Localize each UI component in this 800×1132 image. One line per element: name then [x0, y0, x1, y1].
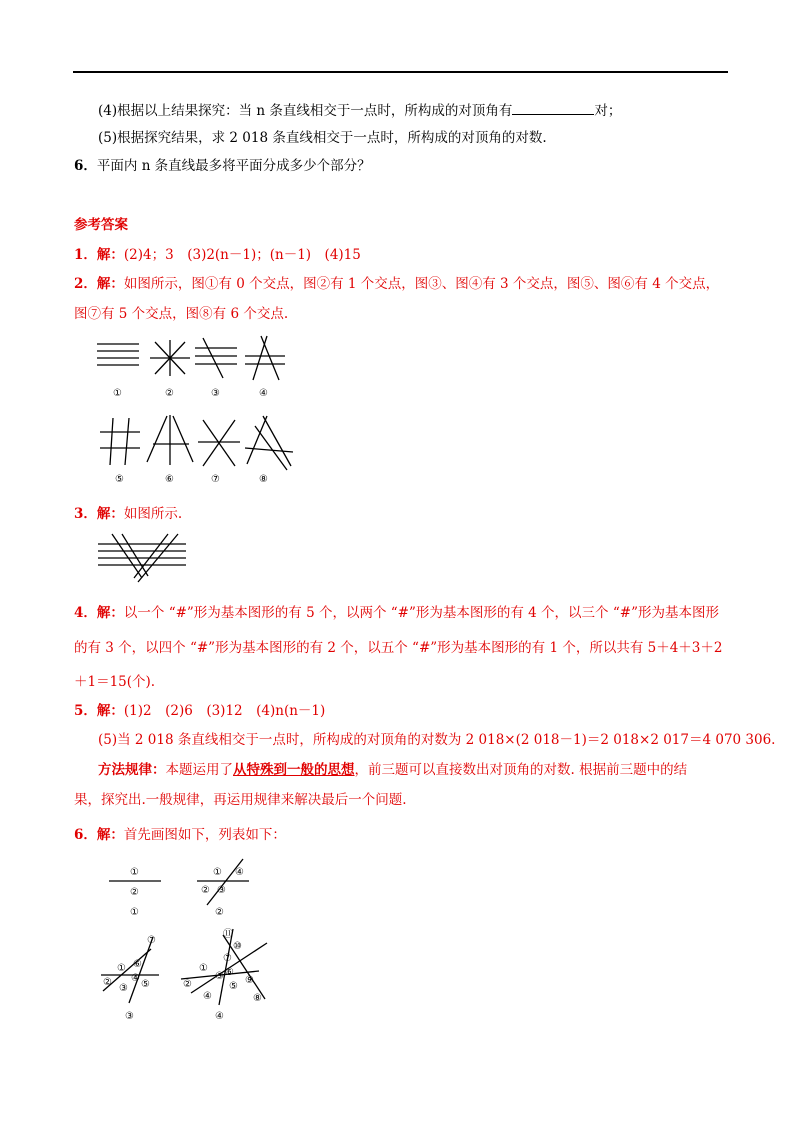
region-label: ②: [103, 977, 112, 988]
answer-3-figure: [98, 530, 188, 585]
region-label: ⑤: [141, 979, 150, 990]
region-label: ⑥: [133, 959, 142, 970]
figure-label-7: ⑦: [211, 474, 220, 485]
answer-6-figure: [95, 855, 285, 1020]
region-label: ⑧: [253, 993, 262, 1004]
figure-caption-3: ③: [125, 1011, 134, 1022]
region-label: ⑨: [245, 975, 254, 986]
region-label: ④: [203, 991, 212, 1002]
figure-label-6: ⑥: [165, 474, 174, 485]
answer-6: 6．解：首先画图如下，列表如下：: [74, 827, 286, 843]
region-label: ⑦: [147, 935, 156, 946]
region-label: ①: [199, 963, 208, 974]
region-label: ②: [183, 979, 192, 990]
region-label: ③: [217, 885, 226, 896]
region-label: ①: [213, 867, 222, 878]
answer-3: 3．解：如图所示.: [74, 506, 183, 522]
answer-4-line-2: 的有 3 个，以四个 “#”形为基本图形的有 2 个，以五个 “#”形为基本图形的有 1 个，所以共有 5＋4＋3＋2: [74, 640, 723, 656]
figure-label-4: ④: [259, 388, 268, 399]
question-5-part-4: (4)根据以上结果探究：当 n 条直线相交于一点时，所构成的对顶角有 对；: [98, 103, 622, 119]
region-label: ⑪: [223, 929, 233, 940]
figure-label-5: ⑤: [115, 474, 124, 485]
answer-4-line-1: 4．解：以一个 “#”形为基本图形的有 5 个，以两个 “#”形为基本图形的有 4 个，以三个 “#”形为基本图形: [74, 605, 719, 621]
region-label: ③: [119, 983, 128, 994]
region-label: ⑥: [225, 967, 234, 978]
answer-2-line-1: 2．解：如图所示，图①有 0 个交点，图②有 1 个交点，图③、图④有 3 个交点，图⑤、图⑥有 4 个交点，: [74, 276, 720, 292]
answer-2-line-2: 图⑦有 5 个交点，图⑧有 6 个交点.: [74, 306, 289, 322]
region-label: ②: [130, 887, 139, 898]
figure-label-1: ①: [113, 388, 122, 399]
region-label: ⑩: [233, 941, 242, 952]
region-label: ⑤: [229, 981, 238, 992]
figure-caption-2: ②: [215, 907, 224, 918]
header-rule: [73, 71, 728, 73]
region-label: ①: [130, 867, 139, 878]
figure-label-2: ②: [165, 388, 174, 399]
answers-heading: 参考答案: [74, 217, 128, 233]
answer-4-line-3: ＋1＝15(个).: [74, 674, 156, 690]
region-label: ③: [215, 971, 224, 982]
question-5-part-5: (5)根据探究结果，求 2 018 条直线相交于一点时，所构成的对顶角的对数.: [98, 130, 547, 146]
answer-2-figure: [95, 330, 305, 490]
region-label: ②: [201, 885, 210, 896]
method-note: 方法规律：本题运用了从特殊到一般的思想，前三题可以直接数出对顶角的对数. 根据前三题中的结: [98, 762, 688, 778]
method-note-line-2: 果，探究出.一般规律，再运用规律来解决最后一个问题.: [74, 792, 407, 808]
region-label: ①: [117, 963, 126, 974]
answer-5: 5．解：(1)2 (2)6 (3)12 (4)n(n－1): [74, 703, 326, 719]
question-6: 6．平面内 n 条直线最多将平面分成多少个部分？: [74, 158, 371, 174]
answer-5-part-5: (5)当 2 018 条直线相交于一点时，所构成的对顶角的对数为 2 018×(2 018－1)＝2 018×2 017＝4 070 306.: [98, 732, 776, 748]
figure-caption-4: ④: [215, 1011, 224, 1022]
figure-caption-1: ①: [130, 907, 139, 918]
answer-1: 1．解：(2)4；3 (3)2(n－1)；(n－1) (4)15: [74, 247, 361, 263]
answer-blank: [512, 101, 594, 115]
region-label: ④: [235, 867, 244, 878]
region-label: ④: [131, 973, 140, 984]
figure-label-8: ⑧: [259, 474, 268, 485]
region-label: ⑦: [223, 953, 232, 964]
figure-label-3: ③: [211, 388, 220, 399]
